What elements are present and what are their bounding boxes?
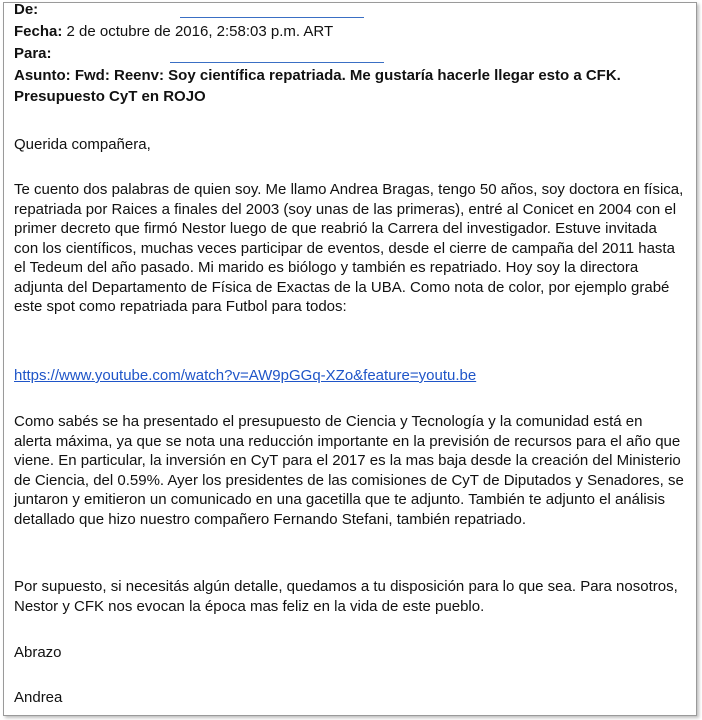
date-value: 2 de octubre de 2016, 2:58:03 p.m. ART [66, 23, 334, 40]
subject-value-2: Presupuesto CyT en ROJO [14, 88, 206, 105]
subject-row [14, 67, 621, 85]
subject-value: Fwd: Reenv: Soy científica repatriada. Me gustaría hacerle llegar esto a CFK. [74, 67, 621, 84]
to-label: Para: [14, 45, 52, 62]
subject-row-2 [14, 88, 206, 106]
paragraph-budget: Como sabés se ha presentado el presupuesto de Ciencia y Tecnología y la comunidad está en alerta máxima, ya que se nota una reducción importante en la previsión de recursos para el año que viene. En particular, la inversión en CyT para el 2017 es la mas baja desde la creación del Ministerio de Ciencia, del 0.59%. Ayer los presidentes de las comisiones de CyT de Diputados y Senadores, se juntaron y emitieron un comunicado en una gacetilla que te adjunto. También te adjunto el análisis detallado que hizo nuestro compañero Fernando Stefani, también repatriado. [14, 413, 684, 528]
greeting: Querida compañera, [14, 136, 151, 153]
signature: Andrea [14, 689, 63, 706]
redacted-from [180, 17, 364, 18]
redacted-to [170, 62, 384, 63]
youtube-link-row [14, 366, 684, 386]
youtube-link[interactable]: https://www.youtube.com/watch?v=AW9pGGq-XZo&feature=youtu.be [14, 367, 477, 384]
from-label: De: [14, 1, 39, 18]
subject-label: Asunto: [14, 67, 71, 84]
closing-line: Abrazo [14, 644, 62, 661]
to-row [14, 45, 52, 63]
paragraph-intro: Te cuento dos palabras de quien soy. Me llamo Andrea Bragas, tengo 50 años, soy doctora en física, repatriada por Raices a finales del 2003 (soy unas de las primeras), entré al Conicet en 2004 con el primer decreto que firmó Nestor luego de que reabrió la Carrera del investigador. Estuve invitada con los científicos, muchas veces participar de eventos, desde el cierre de campaña del 2011 hasta el Tedeum del año pasado. Mi marido es biólogo y también es repatriado. Hoy soy la directora adjunta del Departamento de Física de Exactas de la UBA. Como nota de color, por ejemplo grabé este spot como repatriada para Futbol para todos: [14, 181, 684, 315]
date-row [14, 23, 333, 41]
paragraph-closing: Por supuesto, si necesitás algún detalle, quedamos a tu disposición para lo que sea. Para nosotros, Nestor y CFK nos evocan la época mas feliz en la vida de este pueblo. [14, 578, 678, 615]
from-row [14, 1, 38, 19]
date-label: Fecha: [14, 23, 63, 40]
